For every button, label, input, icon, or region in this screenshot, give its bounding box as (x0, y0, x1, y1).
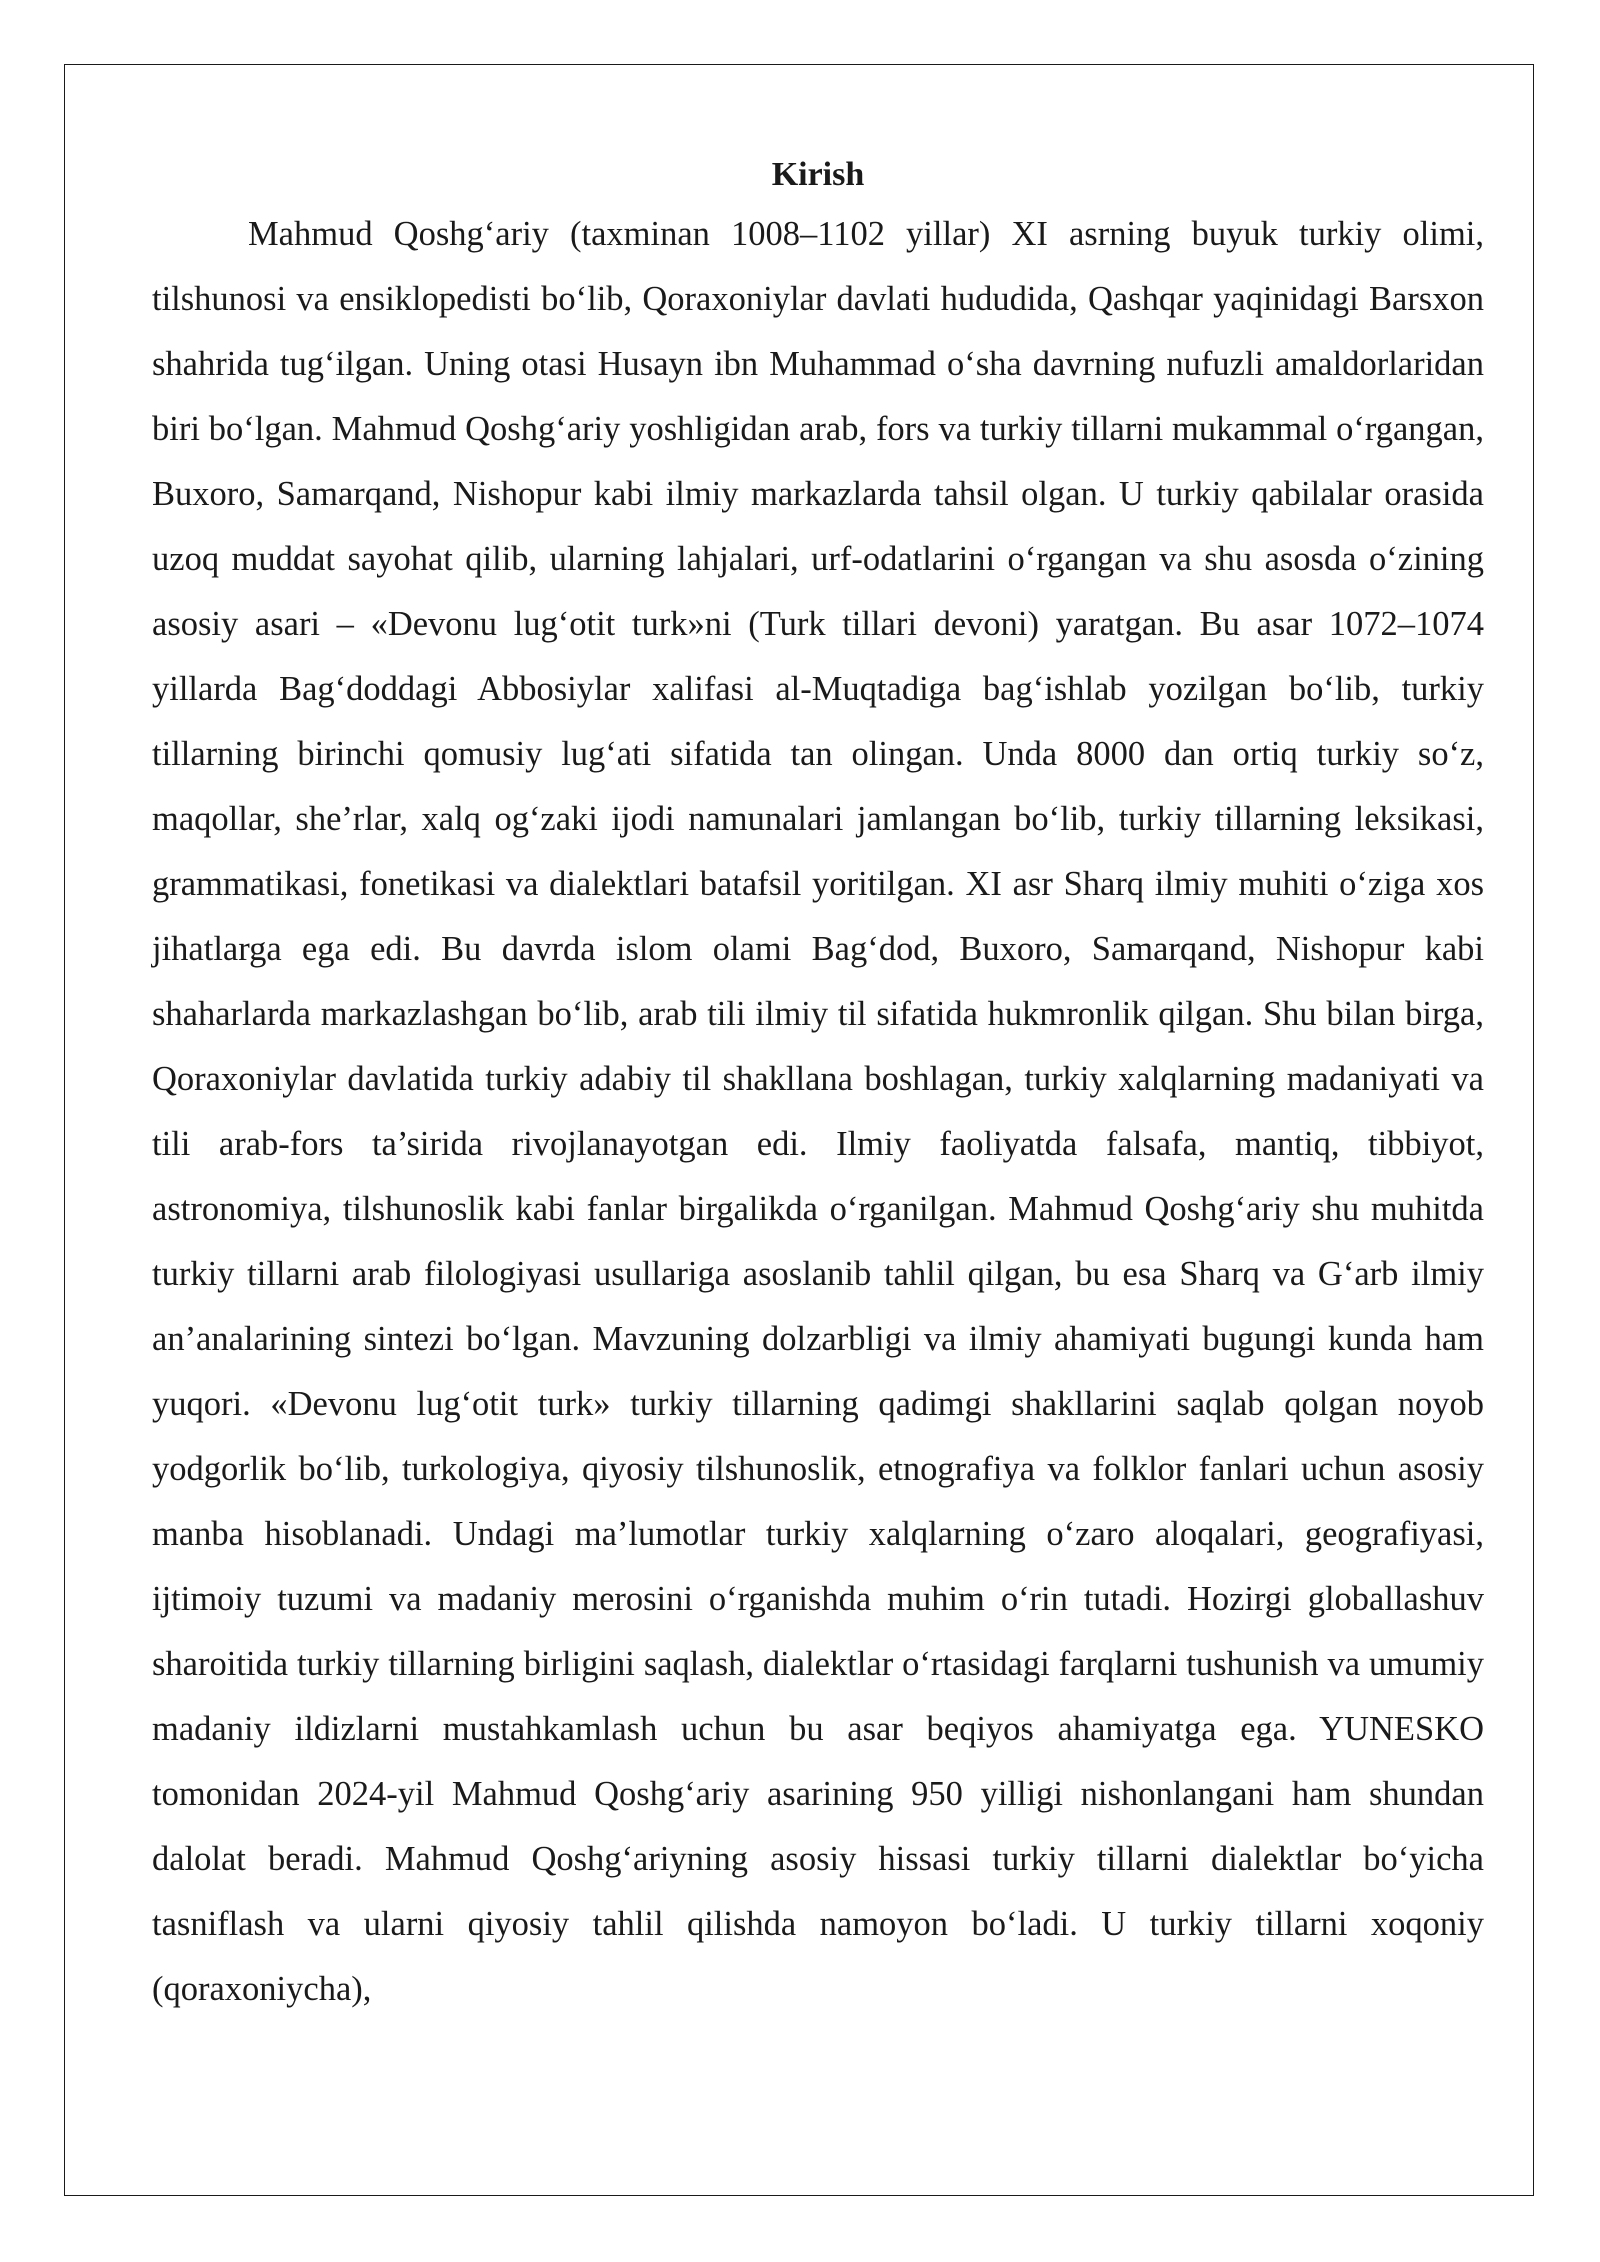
document-body (152, 150, 1484, 2022)
section-title: Kirish (771, 156, 865, 193)
body-paragraph: Mahmud Qoshg‘ariy (taxminan 1008–1102 yillar) XI asrning buyuk turkiy olimi, tilshunosi va ensiklopedisti bo‘lib, Qoraxoniylar davlati hududida, Qashqar yaqinidagi Barsxon shahrida tug‘ilgan. Uning otasi Husayn ibn Muhammad o‘sha davrning nufuzli amaldorlaridan biri bo‘lgan. Mahmud Qoshg‘ariy yoshligidan arab, fors va turkiy tillarni mukammal o‘rgangan, Buxoro, Samarqand, Nishopur kabi ilmiy markazlarda tahsil olgan. U turkiy qabilalar orasida uzoq muddat sayohat qilib, ularning lahjalari, urf-odatlarini o‘rgangan va shu asosda o‘zining asosiy asari – «Devonu lug‘otit turk»ni (Turk tillari devoni) yaratgan. Bu asar 1072–1074 yillarda Bag‘doddagi Abbosiylar xalifasi al-Muqtadiga bag‘ishlab yozilgan bo‘lib, turkiy tillarning birinchi qomusiy lug‘ati sifatida tan olingan. Unda 8000 dan ortiq turkiy so‘z, maqollar, she’rlar, xalq og‘zaki ijodi namunalari jamlangan bo‘lib, turkiy tillarning leksikasi, grammatikasi, fonetikasi va dialektlari batafsil yoritilgan. XI asr Sharq ilmiy muhiti o‘ziga xos jihatlarga ega edi. Bu davrda islom olami Bag‘dod, Buxoro, Samarqand, Nishopur kabi shaharlarda markazlashgan bo‘lib, arab tili ilmiy til sifatida hukmronlik qilgan. Shu bilan birga, Qoraxoniylar davlatida turkiy adabiy til shakllana boshlagan, turkiy xalqlarning madaniyati va tili arab-fors ta’sirida rivojlanayotgan edi. Ilmiy faoliyatda falsafa, mantiq, tibbiyot, astronomiya, tilshunoslik kabi fanlar birgalikda o‘rganilgan. Mahmud Qoshg‘ariy shu muhitda turkiy tillarni arab filologiyasi usullariga asoslanib tahlil qilgan, bu esa Sharq va G‘arb ilmiy an’analarining sintezi bo‘lgan. Mavzuning dolzarbligi va ilmiy ahamiyati bugungi kunda ham yuqori. «Devonu lug‘otit turk» turkiy tillarning qadimgi shakllarini saqlab qolgan noyob yodgorlik bo‘lib, turkologiya, qiyosiy tilshunoslik, etnografiya va folklor fanlari uchun asosiy manba hisoblanadi. Undagi ma’lumotlar turkiy xalqlarning o‘zaro aloqalari, geografiyasi, ijtimoiy tuzumi va madaniy merosini o‘rganishda muhim o‘rin tutadi. Hozirgi globallashuv sharoitida turkiy tillarning birligini saqlash, dialektlar o‘rtasidagi farqlarni tushunish va umumiy madaniy ildizlarni mustahkamlash uchun bu asar beqiyos ahamiyatga ega. YUNESKO tomonidan 2024-yil Mahmud Qoshg‘ariy asarining 950 yilligi nishonlangani ham shundan dalolat beradi. Mahmud Qoshg‘ariyning asosiy hissasi turkiy tillarni dialektlar bo‘yicha tasniflash va ularni qiyosiy tahlil qilishda namoyon bo‘ladi. U turkiy tillarni xoqoniy (qoraxoniycha), (152, 215, 1484, 2008)
